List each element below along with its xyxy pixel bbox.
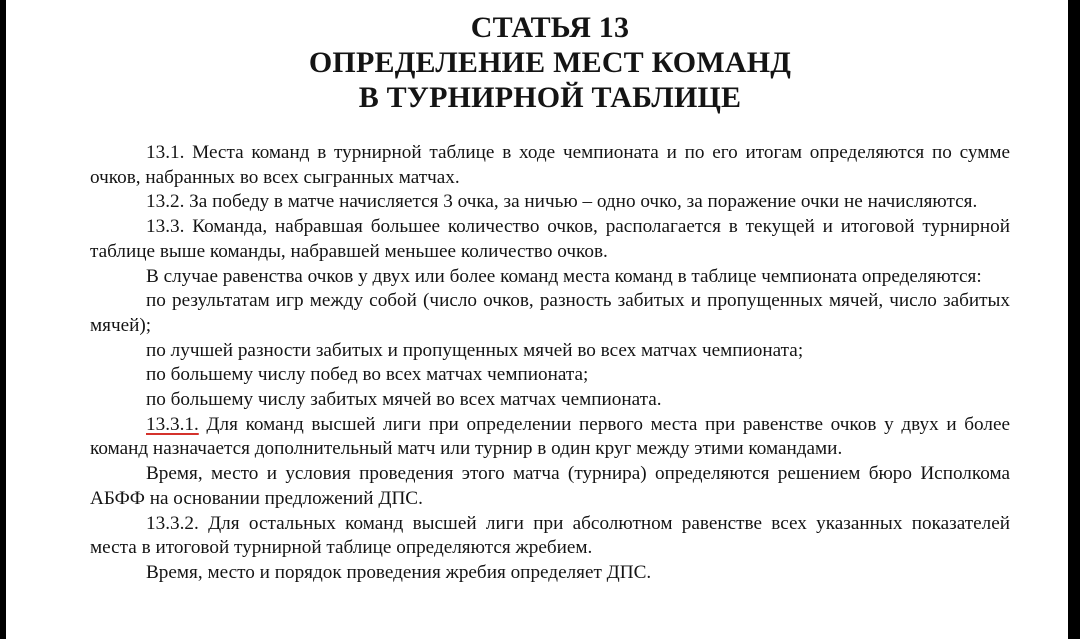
tiebreak-criterion-4: по большему числу забитых мячей во всех матчах чемпионата.: [146, 389, 662, 411]
paragraph-13-3-2: 13.3.2. Для остальных команд высшей лиги при абсолютном равенстве всех указанных показателей места в итоговой турнирной таблице определяются жребием.: [90, 512, 1010, 559]
paragraph-match-conditions: Время, место и условия проведения этого матча (турнира) определяются решением бюро Исполкома АБФФ на основании предложений ДПС.: [90, 463, 1010, 509]
paragraph-lottery: Время, место и порядок проведения жребия определяет ДПС.: [146, 561, 652, 583]
article-heading: СТАТЬЯ 13: [470, 11, 630, 44]
tiebreak-criterion-1: по результатам игр между собой (число очков, разность забитых и пропущенных мячей, число забитых мячей);: [90, 290, 1010, 336]
paragraph-13-3: 13.3. Команда, набравшая большее количество очков, располагается в текущей и итоговой турнирной таблице выше команды, набравшей меньшее количество очков.: [90, 216, 1010, 262]
clause-text-13-3-1: Для команд высшей лиги при определении первого места при равенстве очков у двух и более команд назначается дополнительный матч или турнир в один круг между этими командами.: [90, 413, 1010, 460]
document-page: [6, 0, 1068, 639]
paragraph-tie-rule: В случае равенства очков у двух или более команд места команд в таблице чемпионата определяются:: [146, 265, 982, 287]
article-content: [90, 10, 1010, 586]
article-title: [90, 10, 1010, 115]
clause-number-13-3-1: 13.3.1.: [146, 413, 199, 435]
article-title-line-1: ОПРЕДЕЛЕНИЕ МЕСТ КОМАНД: [308, 46, 792, 79]
paragraph-13-3-1: [90, 413, 1010, 462]
tiebreak-criterion-2: по лучшей разности забитых и пропущенных мячей во всех матчах чемпионата;: [146, 339, 804, 361]
paragraph-13-2: 13.2. За победу в матче начисляется 3 очка, за ничью – одно очко, за поражение очки не начисляются.: [146, 191, 978, 213]
article-title-line-2: В ТУРНИРНОЙ ТАБЛИЦЕ: [358, 81, 742, 114]
tiebreak-criterion-3: по большему числу побед во всех матчах чемпионата;: [146, 364, 589, 386]
paragraph-13-1: 13.1. Места команд в турнирной таблице в ходе чемпионата и по его итогам определяются по сумме очков, набранных во всех сыгранных матчах.: [90, 142, 1010, 188]
